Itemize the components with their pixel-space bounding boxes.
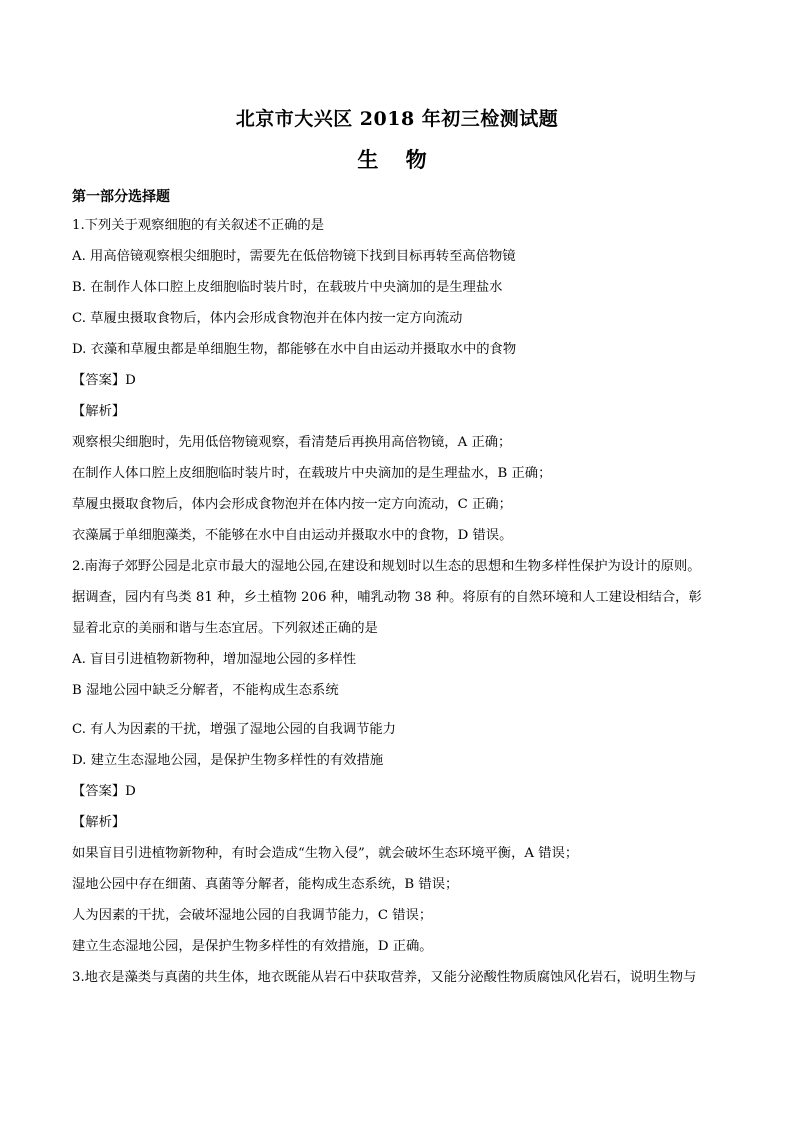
question-1-answer: 【答案】D <box>72 373 136 388</box>
question-1-analysis-line: 观察根尖细胞时，先用低倍物镜观察，看清楚后再换用高倍物镜，A 正确； <box>72 435 512 450</box>
question-2-option-b: B 湿地公园中缺乏分解者，不能构成生态系统 <box>72 683 339 698</box>
document-body <box>72 184 732 993</box>
question-1-option-c: C. 草履虫摄取食物后，体内会形成食物泡并在体内按一定方向流动 <box>72 311 463 326</box>
page-title: 北京市大兴区 2018 年初三检测试题 <box>235 108 559 130</box>
question-1-option-d: D. 衣藻和草履虫都是单细胞生物，都能够在水中自由运动并摄取水中的食物 <box>72 342 517 357</box>
question-3-stem: 3.地衣是藻类与真菌的共生体，地衣既能从岩石中获取营养，又能分泌酸性物质腐蚀风化岩石，说明生物与 <box>72 970 697 985</box>
question-2-stem: 显着北京的美丽和谐与生态宜居。下列叙述正确的是 <box>72 621 378 636</box>
section-heading: 第一部分选择题 <box>72 189 170 205</box>
question-2-option-d: D. 建立生态湿地公园，是保护生物多样性的有效措施 <box>72 753 384 768</box>
question-2-option-c: C. 有人为因素的干扰，增强了湿地公园的自我调节能力 <box>72 722 396 737</box>
question-1-stem: 1.下列关于观察细胞的有关叙述不正确的是 <box>72 218 325 233</box>
question-1-option-a: A. 用高倍镜观察根尖细胞时，需要先在低倍物镜下找到目标再转至高倍物镜 <box>72 249 516 264</box>
question-2-analysis-line: 人为因素的干扰，会破坏湿地公园的自我调节能力，C 错误； <box>72 908 433 923</box>
question-2-analysis-line: 湿地公园中存在细菌、真菌等分解者，能构成生态系统，B 错误； <box>72 877 459 892</box>
question-2-stem: 2.南海子郊野公园是北京市最大的湿地公园,在建设和规划时以生态的思想和生物多样性保护为设计的原则。 <box>72 559 701 574</box>
question-2-stem: 据调查，园内有鸟类 81 种，乡土植物 206 种，哺乳动物 38 种。将原有的自然环境和人工建设相结合，彰 <box>72 590 702 605</box>
page-subtitle: 生 物 <box>357 147 437 172</box>
question-2-analysis-line: 建立生态湿地公园，是保护生物多样性的有效措施，D 正确。 <box>72 939 433 954</box>
question-1-analysis-label: 【解析】 <box>72 404 126 419</box>
question-1-option-b: B. 在制作人体口腔上皮细胞临时装片时，在载玻片中央滴加的是生理盐水 <box>72 280 503 295</box>
question-2-option-a: A. 盲目引进植物新物种，增加湿地公园的多样性 <box>72 652 356 667</box>
question-1-analysis-line: 草履虫摄取食物后，体内会形成食物泡并在体内按一定方向流动，C 正确； <box>72 497 512 512</box>
question-2-analysis-label: 【解析】 <box>72 815 126 830</box>
question-2-answer: 【答案】D <box>72 784 136 799</box>
question-2-analysis-line: 如果盲目引进植物新物种，有时会造成“生物入侵”，就会破坏生态环境平衡，A 错误； <box>72 846 579 861</box>
question-1-analysis-line: 在制作人体口腔上皮细胞临时装片时，在载玻片中央滴加的是生理盐水，B 正确； <box>72 466 552 481</box>
question-1-analysis-line: 衣藻属于单细胞藻类，不能够在水中自由运动并摄取水中的食物，D 错误。 <box>72 528 513 543</box>
